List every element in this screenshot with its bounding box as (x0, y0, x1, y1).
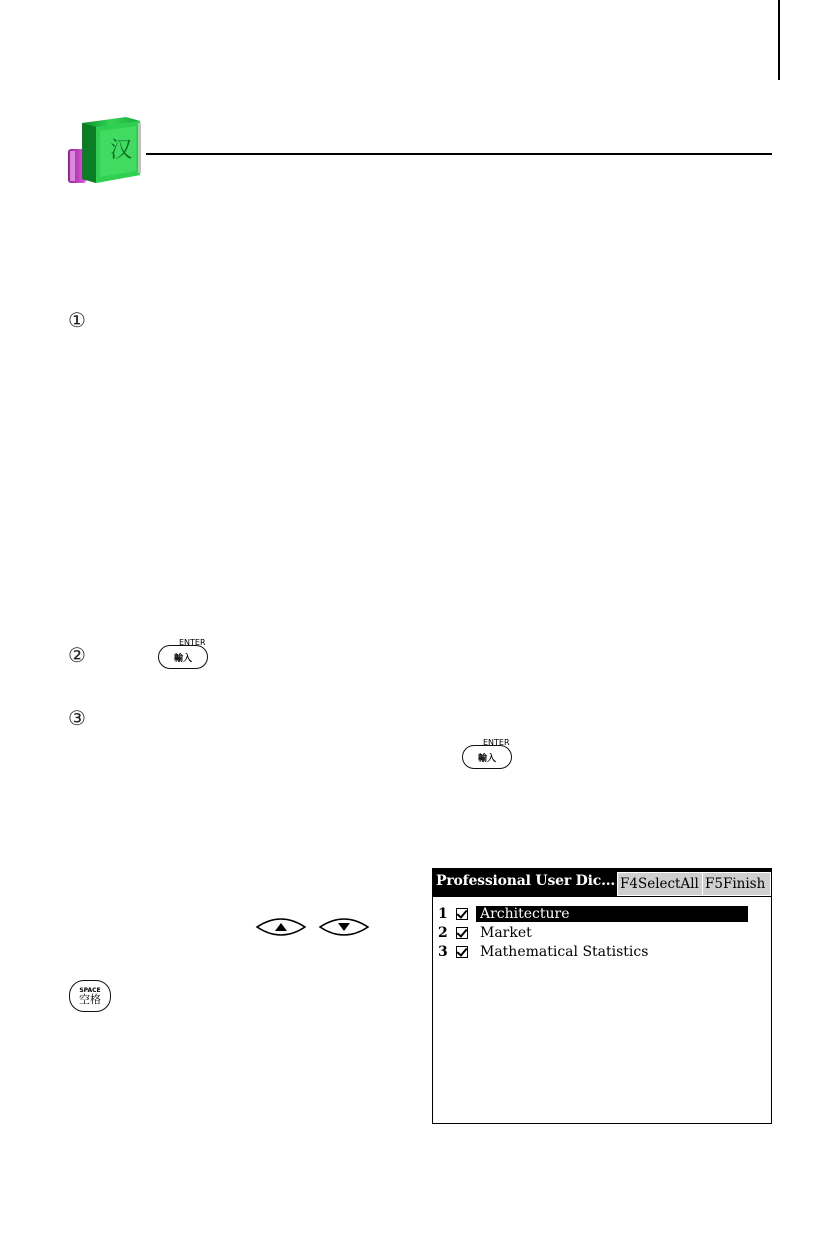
step-1-marker: ① (68, 308, 86, 332)
book-icon (66, 113, 144, 191)
dictionary-list (438, 904, 771, 961)
finish-button[interactable]: F5Finish (702, 872, 771, 896)
device-screen (432, 868, 772, 1124)
item-number: 1 (438, 905, 448, 922)
item-label: Architecture (476, 906, 748, 922)
enter-key-caption: 輸入 (173, 653, 192, 664)
checkbox-icon[interactable] (456, 908, 468, 920)
list-item[interactable] (438, 942, 771, 961)
enter-key-label: ENTER (483, 738, 510, 747)
space-key-caption: 空格 (79, 992, 101, 1006)
screen-title: Professional User Dic... (436, 873, 616, 889)
screen-title-bar (433, 869, 771, 897)
item-label: Mathematical Statistics (480, 943, 649, 960)
up-arrow-key-icon (255, 917, 307, 937)
enter-key-caption: 輸入 (477, 753, 496, 764)
down-arrow-key-icon (318, 917, 370, 937)
step-2-marker: ② (68, 643, 86, 667)
enter-key (462, 738, 512, 769)
space-key (69, 980, 111, 1012)
item-number: 3 (438, 943, 448, 960)
select-all-button[interactable]: F4SelectAll (617, 872, 705, 896)
space-key-label: SPACE (79, 986, 101, 994)
checkbox-icon[interactable] (456, 946, 468, 958)
item-label: Market (480, 924, 532, 941)
enter-key-label: ENTER (179, 638, 206, 647)
list-item[interactable] (438, 904, 771, 923)
header-rule (146, 153, 772, 155)
cut-line (778, 0, 780, 80)
step-3-marker: ③ (68, 706, 86, 730)
list-item[interactable] (438, 923, 771, 942)
enter-key (158, 638, 208, 669)
item-number: 2 (438, 924, 448, 941)
checkbox-icon[interactable] (456, 927, 468, 939)
svg-text:汉: 汉 (110, 138, 133, 163)
